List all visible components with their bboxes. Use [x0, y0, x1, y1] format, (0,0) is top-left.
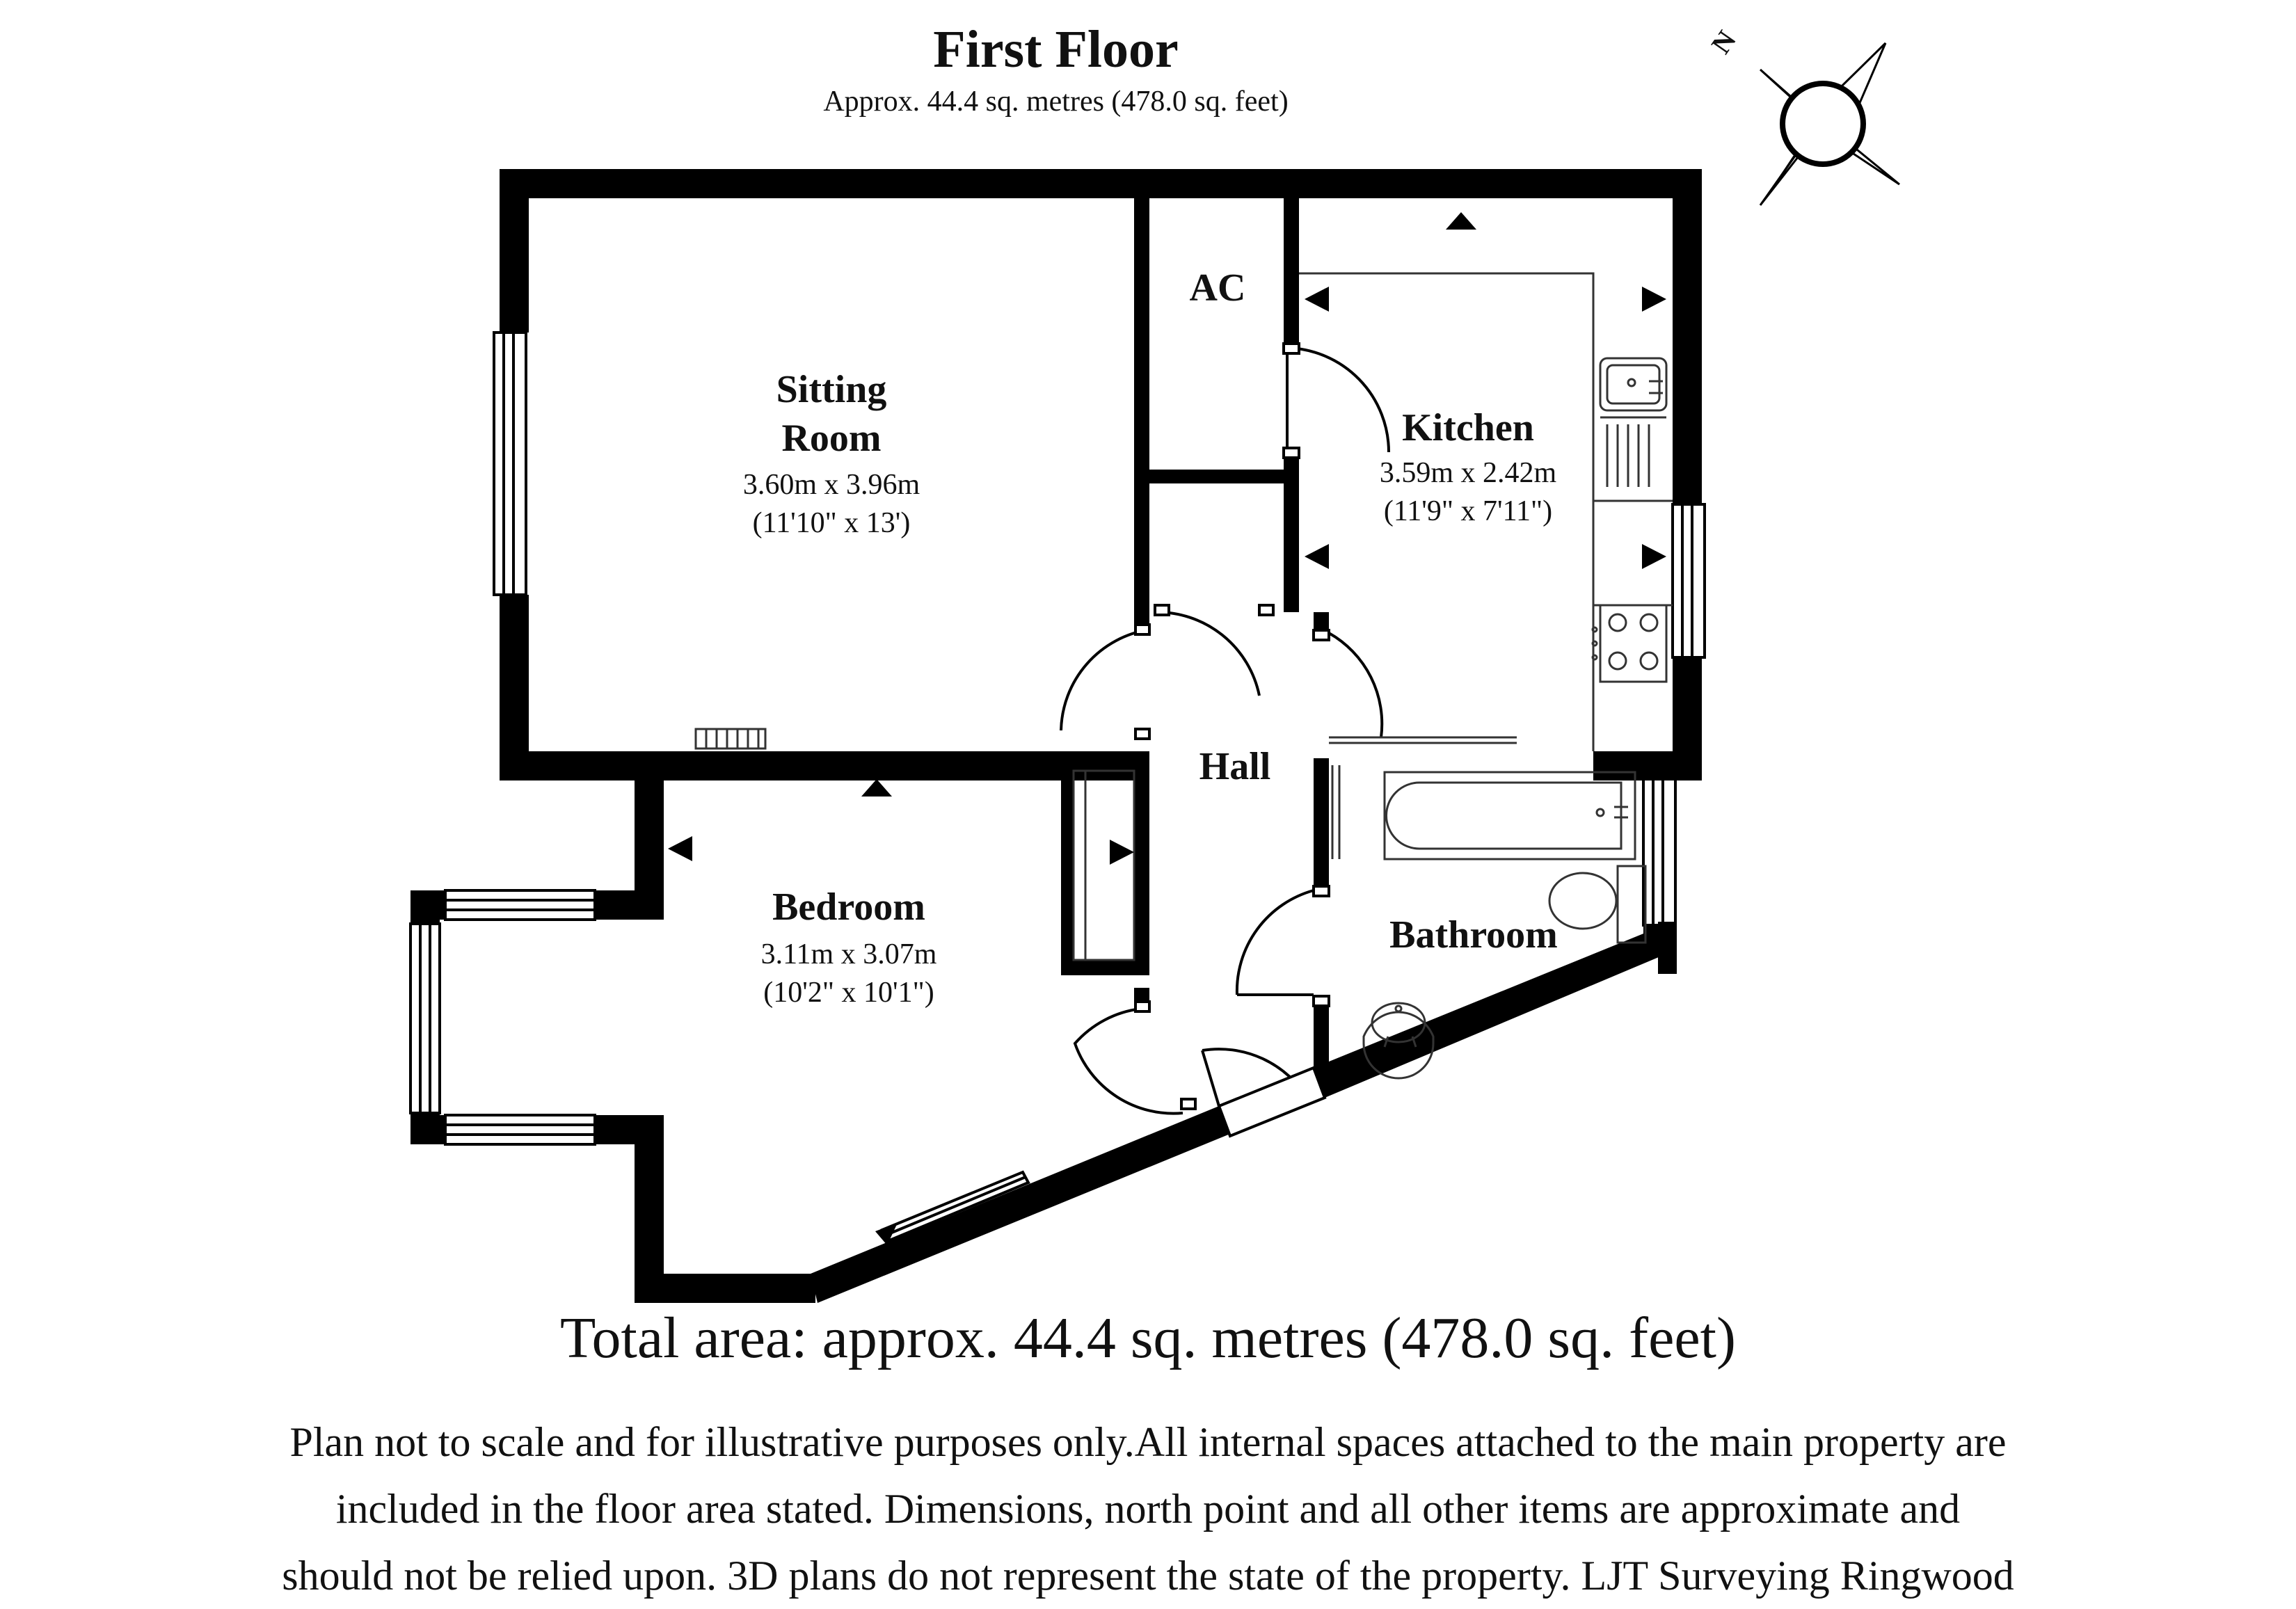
hob-icon	[1593, 605, 1666, 682]
room-label-bedroom	[761, 886, 937, 1009]
door-swings	[1061, 344, 1389, 1136]
svg-text:3.60m x 3.96m: 3.60m x 3.96m	[742, 469, 920, 501]
total-area: Total area: approx. 44.4 sq. metres (478.0 sq. feet)	[560, 1306, 1736, 1370]
room-label-bathroom	[1389, 913, 1558, 956]
svg-text:AC: AC	[1189, 266, 1246, 310]
compass-north-label: N	[1705, 24, 1742, 60]
disclaimer-line-1: Plan not to scale and for illustrative purposes only.All internal spaces attached to the main property are	[289, 1419, 2007, 1465]
disclaimer-line-3: should not be relied upon. 3D plans do not represent the state of the property. LJT Surveying Ringwood	[282, 1553, 2014, 1599]
compass-icon	[1705, 25, 1899, 205]
svg-text:3.11m x 3.07m: 3.11m x 3.07m	[760, 938, 937, 970]
floor-area-subtitle: Approx. 44.4 sq. metres (478.0 sq. feet)	[823, 86, 1289, 118]
wardrobe-icon	[1074, 771, 1134, 960]
toilet-icon	[1549, 866, 1645, 943]
window-bay-left	[410, 924, 440, 1113]
window-sitting-room	[494, 333, 526, 595]
svg-text:Kitchen: Kitchen	[1402, 406, 1534, 449]
interior-walls	[1061, 198, 1329, 1071]
svg-text:Hall: Hall	[1199, 745, 1271, 788]
disclaimer	[28, 1409, 2268, 1609]
svg-text:(11'9" x 7'11"): (11'9" x 7'11")	[1383, 495, 1553, 527]
room-label-hall	[1199, 745, 1271, 788]
svg-text:Bedroom: Bedroom	[772, 886, 925, 929]
svg-text:Room: Room	[781, 417, 882, 460]
svg-text:3.59m x 2.42m: 3.59m x 2.42m	[1379, 457, 1557, 489]
floor-title: First Floor	[933, 20, 1179, 79]
disclaimer-line-2: included in the floor area stated. Dimensions, north point and all other items are approximate and	[335, 1486, 1961, 1532]
radiator-icon	[696, 729, 765, 749]
kitchen-sink-icon	[1600, 358, 1666, 487]
svg-text:Sitting: Sitting	[776, 368, 887, 411]
shower-screen-icon	[1332, 765, 1339, 859]
svg-text:(10'2" x 10'1"): (10'2" x 10'1")	[763, 977, 934, 1009]
room-label-ac	[1190, 266, 1246, 310]
bath-icon	[1385, 772, 1635, 859]
window-kitchen	[1673, 504, 1705, 657]
window-bay-bottom	[445, 1115, 595, 1144]
window-bay-top	[445, 890, 595, 920]
room-label-kitchen	[1380, 406, 1557, 527]
svg-text:(11'10" x 13'): (11'10" x 13')	[752, 507, 911, 539]
exterior-walls	[410, 169, 1702, 1303]
svg-text:Bathroom: Bathroom	[1389, 913, 1558, 956]
height-marker-icons	[668, 212, 1666, 1245]
room-label-sitting-room	[743, 368, 920, 539]
window-bathroom	[1643, 778, 1675, 925]
